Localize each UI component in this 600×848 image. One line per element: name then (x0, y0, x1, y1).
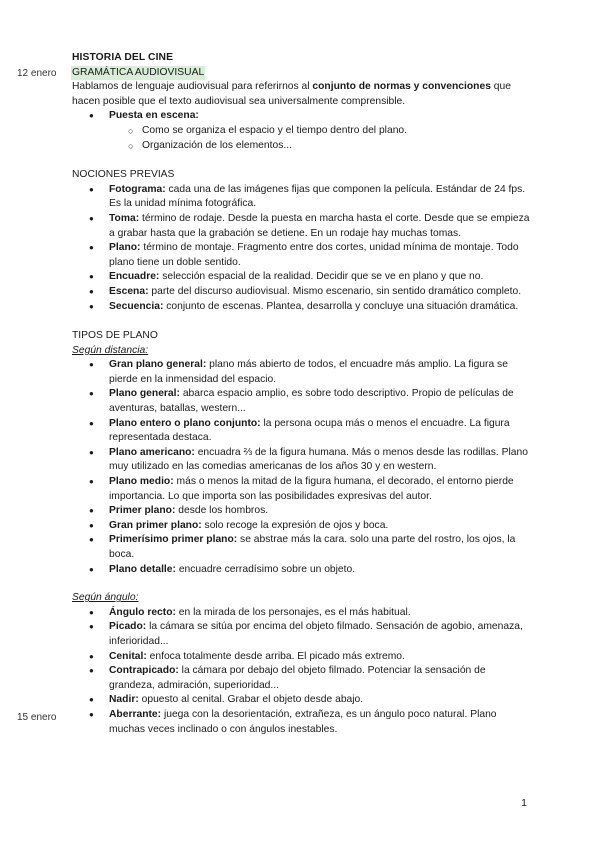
term-definition: término de rodaje. Desde la puesta en marcha hasta el corte. Desde que se empieza a grabar hasta que la grabación se detiene. En un rodaje hay muchas tomas. (109, 212, 530, 239)
term-definition: juega con la desorientación, extrañeza, es un ángulo poco natural. Plano muchas veces inclinado o con ángulos inestables. (109, 708, 497, 735)
list-item (72, 708, 532, 737)
term-label: Plano americano: (109, 446, 195, 458)
term-definition: conjunto de escenas. Plantea, desarrolla y concluye una situación dramática. (163, 300, 519, 312)
term-definition: abarca espacio amplio, es sobre todo descriptivo. Propio de películas de aventuras, batallas, western... (109, 388, 514, 415)
intro-text-after: que hacen posible que el texto audiovisual sea universalmente comprensible. (72, 81, 511, 107)
list-item (72, 183, 532, 212)
term-label: Contrapicado: (109, 665, 179, 677)
list-item (72, 285, 532, 300)
intro-text-before: Hablamos de lenguaje audiovisual para referirnos al (72, 81, 313, 93)
term-label: Secuencia: (109, 300, 164, 312)
list-item (72, 241, 532, 270)
term-definition: encuadre cerradísimo sobre un objeto. (175, 563, 356, 575)
document-title: HISTORIA DEL CINE (72, 52, 174, 63)
term-label: Aberrante: (109, 708, 162, 720)
list-item (72, 446, 532, 475)
term-definition: la cámara se sitúa por encima del objeto filmado. Sensación de agobio, amenaza, inferioridad... (109, 621, 523, 647)
term-label: Nadir: (109, 694, 139, 706)
term-definition: la cámara por debajo del objeto filmado. Potenciar la sensación de grandeza, admiración, superioridad... (109, 665, 486, 691)
list-item (72, 270, 532, 285)
document-body (72, 51, 532, 737)
term-definition: más o menos la mitad de la figura humana, el decorado, el entorno pierde importancia. Lo que importa son las posibilidades expresivas del autor. (109, 476, 514, 502)
list-item (72, 212, 532, 241)
term-definition: solo recoge la expresión de ojos y boca. (201, 519, 389, 531)
term-definition: parte del discurso audiovisual. Mismo escenario, sin sentido dramático completo. (148, 285, 522, 297)
date-note-second: 15 enero (17, 712, 57, 723)
term-definition: se abstrae más la cara. solo una parte del rostro, los ojos, la boca. (109, 534, 516, 560)
date-note-first: 12 enero (17, 68, 57, 79)
term-label: Primer plano: (109, 505, 176, 517)
term-label: Plano: (109, 242, 141, 254)
term-definition: opuesto al cenital. Grabar el objeto desde abajo. (138, 694, 364, 706)
list-item (72, 693, 532, 708)
term-label: Plano medio: (109, 476, 174, 488)
list-item: ○ Como se organiza el espacio y el tiempo dentro del plano. (72, 124, 532, 139)
nociones-heading: NOCIONES PREVIAS (72, 169, 175, 181)
list-item: ○ Organización de los elementos... (72, 139, 532, 154)
term-label: Escena: (109, 285, 149, 297)
puesta-sublist (72, 124, 532, 153)
intro-text-bold: conjunto de normas y convenciones (312, 81, 491, 93)
term-label: Toma: (109, 212, 140, 224)
angulo-list (72, 606, 532, 737)
list-item (72, 417, 532, 446)
puesta-label: Puesta en escena: (109, 110, 199, 122)
term-label: Primerísimo primer plano: (109, 534, 238, 546)
list-item (72, 533, 532, 562)
intro-paragraph (72, 80, 532, 109)
term-label: Plano detalle: (109, 563, 176, 575)
term-definition: selección espacial de la realidad. Decidir que se ve en plano y que no. (159, 271, 484, 283)
term-label: Cenital: (109, 650, 147, 662)
term-label: Gran plano general: (109, 359, 207, 371)
term-label: Encuadre: (109, 271, 160, 283)
term-definition: enfoca totalmente desde arriba. El picado más extremo. (146, 650, 405, 662)
term-definition: término de montaje. Fragmento entre dos cortes, unidad mínima de montaje. Todo plano tiene un doble sentido. (109, 242, 519, 268)
distancia-list (72, 358, 532, 577)
page-number: 1 (521, 797, 527, 809)
term-definition: cada una de las imágenes fijas que componen la película. Estándar de 24 fps. Es la unidad mínima fotográfica. (109, 183, 526, 210)
list-item (72, 358, 532, 387)
list-item (72, 664, 532, 693)
puesta-list (72, 109, 532, 124)
term-definition: plano más abierto de todos, el encuadre más amplio. La figura se pierde en la inmensidad del espacio. (109, 359, 508, 385)
list-item (72, 475, 532, 504)
list-item (72, 300, 532, 315)
list-item (72, 563, 532, 578)
angulo-label: Según ángulo: (72, 592, 139, 604)
list-item (72, 650, 532, 665)
term-definition: desde los hombros. (175, 505, 269, 517)
term-label: Gran primer plano: (109, 519, 202, 531)
term-definition: en la mirada de los personajes, es el más habitual. (175, 606, 411, 618)
term-definition: la persona ocupa más o menos el encuadre. La figura representada destaca. (109, 417, 510, 444)
term-label: Picado: (109, 621, 147, 633)
term-label: Fotograma: (109, 183, 166, 195)
list-item (72, 504, 532, 519)
list-item (72, 620, 532, 649)
term-label: Plano general: (109, 388, 180, 400)
list-item (72, 606, 532, 621)
tipos-heading: TIPOS DE PLANO (72, 330, 158, 342)
term-label: Ángulo recto: (109, 606, 176, 618)
nociones-list (72, 183, 532, 314)
list-item (72, 109, 532, 124)
document-subtitle: GRAMÁTICA AUDIOVISUAL (71, 66, 205, 81)
list-item (72, 519, 532, 534)
term-definition: encuadra ⅔ de la figura humana. Más o menos desde las rodillas. Plano muy utilizado en las comedias americanas de los años 30 y en western. (109, 446, 528, 473)
term-label: Plano entero o plano conjunto: (109, 417, 261, 429)
distancia-label: Según distancia: (72, 344, 149, 356)
list-item (72, 387, 532, 416)
